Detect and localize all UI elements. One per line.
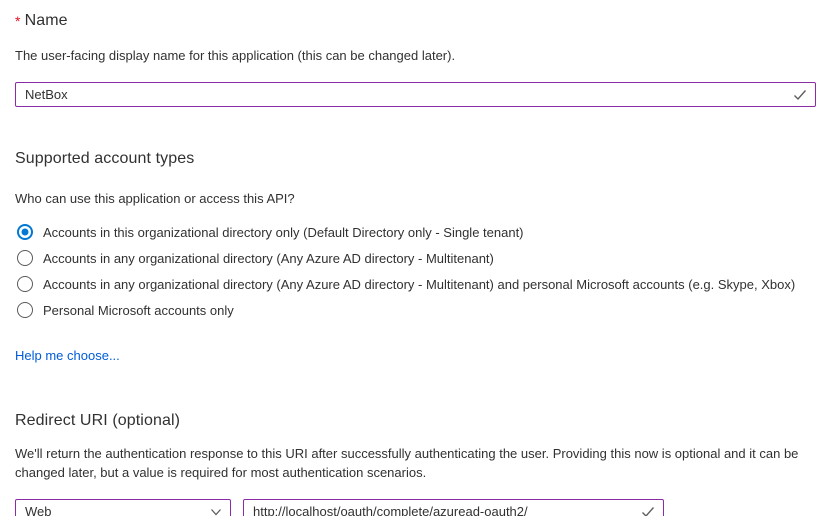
name-section bbox=[15, 12, 814, 107]
radio-option-label: Accounts in any organizational directory (Any Azure AD directory - Multitenant) bbox=[43, 250, 494, 266]
radio-option-3[interactable] bbox=[15, 297, 814, 323]
radio-button-icon[interactable] bbox=[17, 276, 33, 292]
account-types-section bbox=[15, 150, 814, 365]
radio-option-label: Accounts in this organizational directory only (Default Directory only - Single tenant) bbox=[43, 224, 524, 240]
radio-button-icon[interactable] bbox=[17, 302, 33, 318]
checkmark-icon bbox=[640, 504, 656, 516]
checkmark-icon bbox=[792, 87, 808, 103]
name-section-title bbox=[15, 12, 814, 30]
radio-option-2[interactable] bbox=[15, 271, 814, 297]
required-asterisk: * bbox=[15, 13, 21, 29]
redirect-uri-section bbox=[15, 412, 814, 516]
name-input-wrap bbox=[15, 82, 816, 107]
redirect-uri-controls bbox=[15, 499, 814, 516]
redirect-uri-description: We'll return the authentication response to this URI after successfully authenticating the user. Providing this now is optional and it can be changed later, but a value is required for most authentication scenarios. bbox=[15, 446, 799, 480]
help-me-choose-link[interactable]: Help me choose... bbox=[15, 348, 120, 363]
chevron-down-icon bbox=[209, 505, 223, 516]
radio-button-icon[interactable] bbox=[17, 250, 33, 266]
name-input[interactable] bbox=[16, 83, 815, 106]
name-title-text: Name bbox=[24, 12, 68, 29]
platform-select-value: Web bbox=[25, 504, 52, 516]
radio-option-label: Personal Microsoft accounts only bbox=[43, 302, 234, 318]
name-description: The user-facing display name for this application (this can be changed later). bbox=[15, 48, 456, 63]
radio-option-label: Accounts in any organizational directory (Any Azure AD directory - Multitenant) and personal Microsoft accounts (e.g. Skype, Xbox) bbox=[43, 276, 796, 292]
radio-button-icon[interactable] bbox=[17, 224, 33, 240]
redirect-uri-title: Redirect URI (optional) bbox=[15, 412, 181, 429]
radio-option-1[interactable] bbox=[15, 245, 814, 271]
account-types-question: Who can use this application or access this API? bbox=[15, 191, 295, 206]
account-types-radio-group bbox=[15, 219, 814, 323]
redirect-uri-input[interactable] bbox=[244, 500, 663, 516]
account-types-title: Supported account types bbox=[15, 150, 195, 167]
platform-select[interactable] bbox=[15, 499, 231, 516]
redirect-uri-input-wrap bbox=[243, 499, 664, 516]
radio-option-0[interactable] bbox=[15, 219, 814, 245]
